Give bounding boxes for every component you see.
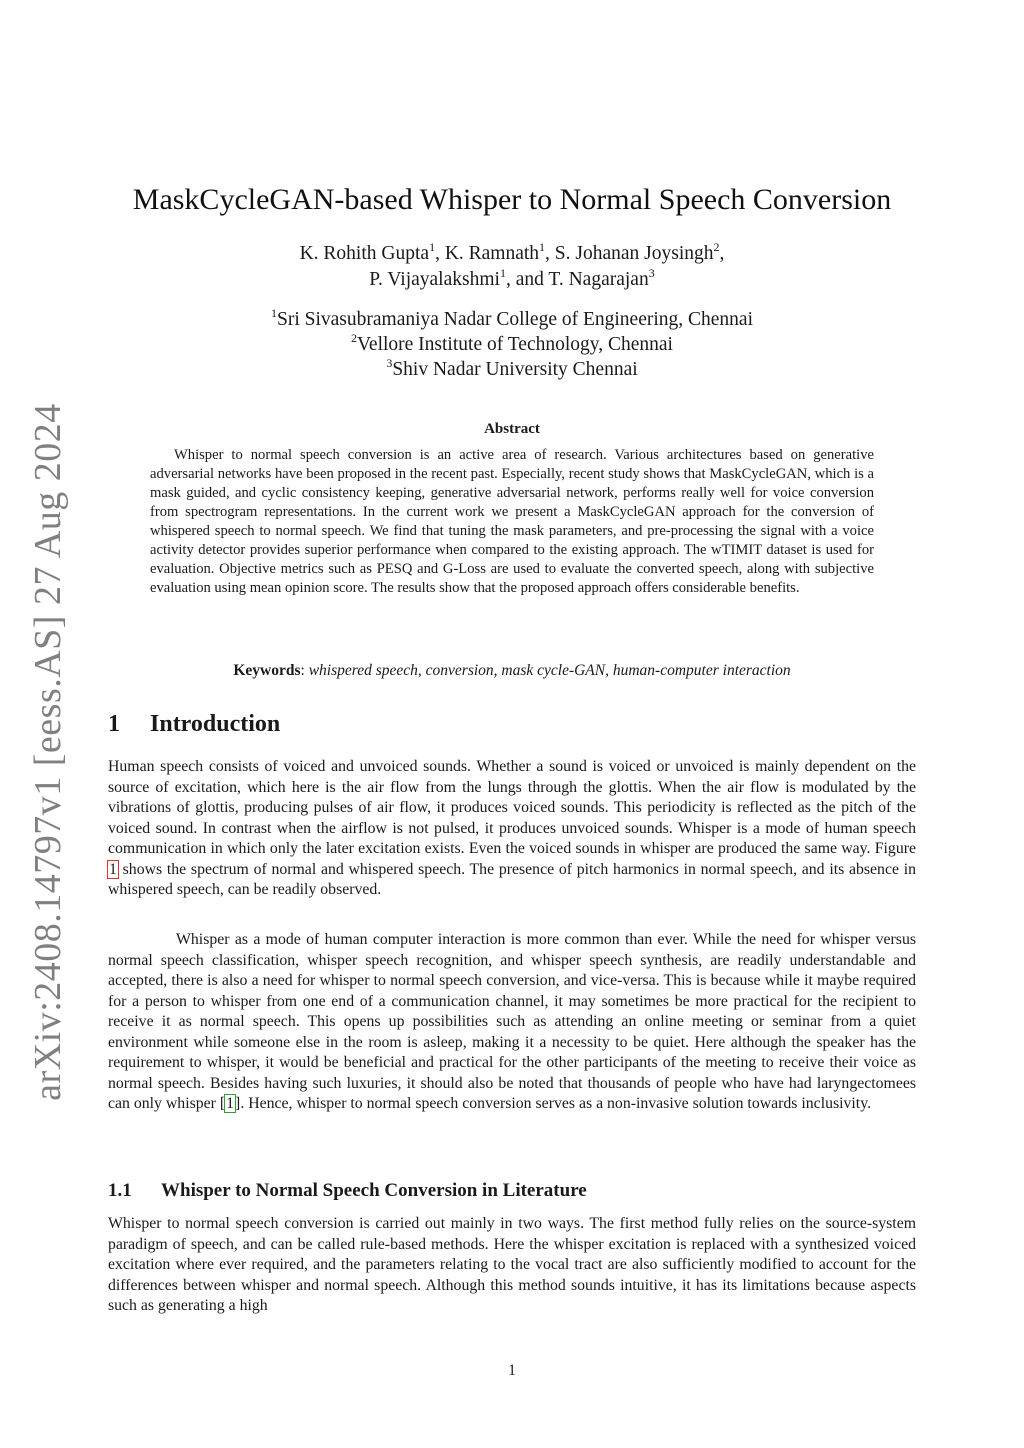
keywords-list: whispered speech, conversion, mask cycle-GAN, human-computer interaction — [308, 662, 791, 679]
paragraph-text: shows the spectrum of normal and whispered speech. The presence of pitch harmonics in normal speech, and its absence in whispered speech, can be readily observed. — [108, 860, 916, 898]
affiliation-list — [0, 307, 1024, 382]
author-line-2 — [0, 267, 1024, 293]
paragraph-text: Human speech consists of voiced and unvoiced sounds. Whether a sound is voiced or unvoiced is mainly dependent on the source of excitation, which here is the air flow from the lungs through the glottis. When the air flow is modulated by the vibrations of glottis, producing pulses of air flow, it produces voiced sounds. This periodicity is reflected as the pitch of the voiced sound. In contrast when the airflow is not pulsed, it produces unvoiced sounds. Whisper is a mode of human speech communication in which only the later excitation exists. Even the voiced sounds in whisper are produced the same way. Figure — [108, 758, 916, 857]
author-name: K. Ramnath — [444, 243, 540, 264]
affiliation-number: 2 — [351, 331, 357, 345]
keywords-label: Keywords — [233, 662, 301, 679]
citation-link[interactable]: 1 — [226, 1095, 235, 1112]
affiliation-text: Sri Sivasubramaniya Nadar College of Engineering, Chennai — [277, 309, 753, 330]
author-affiliation-mark: 1 — [539, 240, 546, 254]
section-title: Introduction — [150, 711, 281, 737]
subsection-title: Whisper to Normal Speech Conversion in Literature — [161, 1180, 587, 1201]
intro-paragraph-2: Whisper as a mode of human computer interaction is more common than ever. While the need for whisper versus normal speech classification, whisper speech recognition, and whisper speech synthesis, are readily understandable and accepted, there is also a need for whisper to normal speech conversion, and vice-versa. This is because while it maybe required for a person to whisper from one end of a communication channel, it may sometimes be more practical for the recipient to receive it as normal speech. This opens up possibilities such as attending an online meeting or seminar from a quiet environment while someone else in the room is asleep, making it a necessity to be quiet. Here although the speaker has the requirement to whisper, it would be beneficial and practical for the other participants of the meeting to receive their voice as normal speech. Besides having such luxuries, it should also be noted that thousands of people who have had laryngectomees can only whisper [1]. Hence, whisper to normal speech conversion serves as a non-invasive solution towards inclusivity. — [108, 931, 916, 1112]
affiliation-number: 1 — [271, 306, 277, 320]
author-separator: , — [545, 243, 555, 264]
keywords-colon: : — [300, 662, 309, 679]
paper-title: MaskCycleGAN-based Whisper to Normal Speech Conversion — [132, 183, 892, 216]
subsection-number: 1.1 — [108, 1180, 132, 1201]
author-line-1 — [0, 241, 1024, 267]
literature-paragraph-1: Whisper to normal speech conversion is carried out mainly in two ways. The first method fully relies on the source-system paradigm of speech, and can be called rule-based methods. Here the whisper excitation is replaced with a synthesized voiced excitation where ever required, and the parameters relating to the vocal tract are also sufficiently modified to account for the differences between whisper and normal speech. Although this method sounds intuitive, it has its limitations because aspects such as generating a high — [108, 1215, 916, 1314]
section-number: 1 — [108, 711, 120, 737]
section-heading-introduction — [108, 711, 280, 738]
affiliation-text: Vellore Institute of Technology, Chennai — [357, 334, 673, 355]
author-name: S. Johanan Joysingh — [554, 243, 714, 264]
affiliation-item — [0, 307, 1024, 332]
author-affiliation-mark: 3 — [648, 266, 655, 280]
subsection-heading-literature — [108, 1180, 587, 1202]
abstract-heading: Abstract — [484, 421, 540, 437]
author-separator: , and — [505, 269, 549, 290]
affiliation-number: 3 — [386, 356, 393, 370]
abstract-body: Whisper to normal speech conversion is an active area of research. Various architectures based on generative adversarial networks have been proposed in the recent past. Especially, recent study shows that MaskCycleGAN, which is a mask guided, and cyclic consistency keeping, generative adversarial network, performs really well for voice conversion from spectrogram representations. In the current work we present a MaskCycleGAN approach for the conversion of whispered speech to normal speech. We find that tuning the mask parameters, and pre-processing the signal with a voice activity detector provides superior performance when compared to the existing approach. The wTIMIT dataset is used for evaluation. Objective metrics such as PESQ and G-Loss are used to evaluate the converted speech, along with subjective evaluation using mean opinion score. The results show that the proposed approach offers considerable benefits. — [150, 447, 874, 596]
affiliation-text: Shiv Nadar University Chennai — [392, 359, 638, 380]
keywords-line — [0, 662, 1024, 680]
figure-reference-link[interactable]: 1 — [109, 860, 117, 878]
author-separator: , — [719, 243, 725, 264]
affiliation-item — [0, 332, 1024, 357]
paragraph-text: . Hence, whisper to normal speech conversion serves as a non-invasive solution towards inclusivity. — [240, 1095, 872, 1112]
paragraph-text: Whisper as a mode of human computer interaction is more common than ever. While the need for whisper versus normal speech classification, whisper speech recognition, and whisper speech synthesis, are readily understandable and accepted, there is also a need for whisper to normal speech conversion, and vice-versa. This is because while it maybe required for a person to whisper from one end of a communication channel, it may sometimes be more practical for the recipient to receive it as normal speech. This opens up possibilities such as attending an online meeting or seminar from a quiet environment while someone else in the room is asleep, making it a necessity to be quiet. Here although the speaker has the requirement to whisper, it would be beneficial and practical for the other participants of the meeting to receive their voice as normal speech. Besides having such luxuries, it should also be noted that thousands of people who have had laryngectomees can only whisper — [108, 931, 916, 1112]
author-affiliation-mark: 1 — [499, 266, 506, 280]
author-affiliation-mark: 1 — [429, 240, 436, 254]
author-name: K. Rohith Gupta — [299, 243, 430, 264]
author-name: P. Vijayalakshmi — [369, 269, 500, 290]
arxiv-identifier-stamp: arXiv:2408.14797v1 [eess.AS] 27 Aug 2024 — [27, 403, 69, 1101]
affiliation-item — [0, 357, 1024, 382]
author-name: T. Nagarajan — [548, 269, 649, 290]
author-list — [0, 241, 1024, 293]
page-number: 1 — [508, 1362, 516, 1379]
author-affiliation-mark: 2 — [713, 240, 720, 254]
intro-paragraph-1 — [108, 757, 916, 901]
author-separator: , — [435, 243, 445, 264]
